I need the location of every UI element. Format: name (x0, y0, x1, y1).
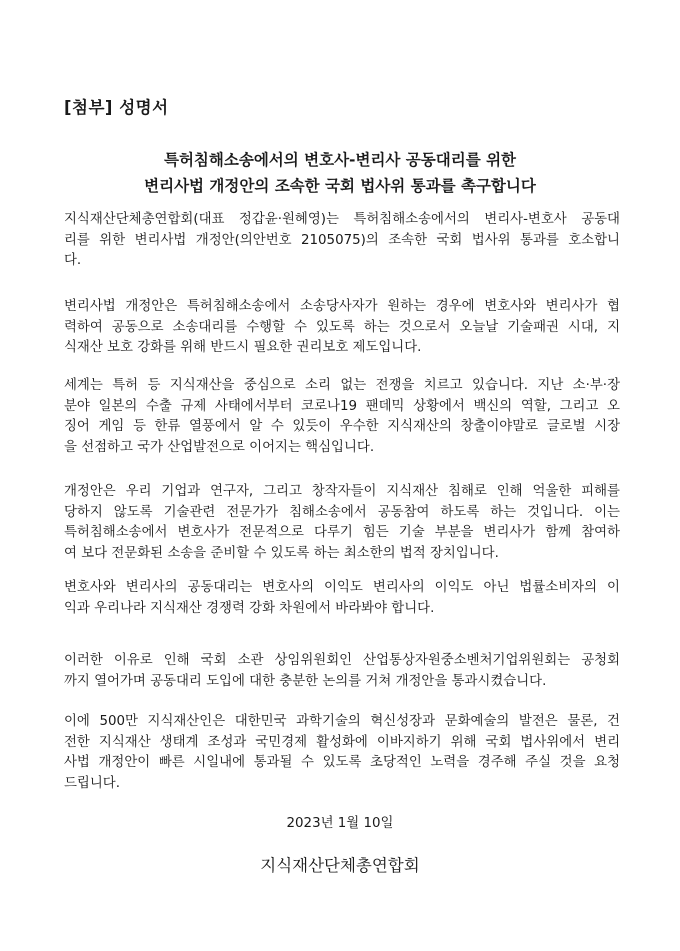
organization-signature: 지식재산단체총연합회 (260, 856, 420, 875)
paragraph-7 (64, 712, 620, 794)
paragraph-line: 변리사법 개정안은 특허침해소송에서 소송당사자가 원하는 경우에 변호사와 변리사가 협 (64, 299, 620, 314)
paragraph-line: 전한 지식재산 생태계 조성과 국민경제 활성화에 이바지하기 위해 국회 법사위에서 변리 (64, 734, 620, 750)
paragraph-line: 당하지 않도록 기술관련 전문가가 침해소송에서 공동참여 하도록 하는 것입니다. 이는 (64, 504, 620, 520)
title-line-2: 변리사법 개정안의 조속한 국회 법사위 통과를 촉구합니다 (144, 177, 536, 195)
paragraph-4 (64, 482, 620, 564)
paragraph-line: 리를 위한 변리사법 개정안(의안번호 2105075)의 조속한 국회 법사위 통과를 호소합니 (64, 232, 620, 248)
paragraph-line: 변호사와 변리사의 공동대리는 변호사의 이익도 변리사의 이익도 아닌 법률소비자의 이 (64, 580, 620, 595)
paragraph-line: 징어 게임 등 한류 열풍에서 알 수 있듯이 우수한 지식재산의 창출이야말로 글로벌 시장 (64, 419, 620, 435)
statement-date: 2023년 1월 10일 (286, 816, 394, 831)
paragraph-line: 이에 500만 지식재산인은 대한민국 과학기술의 혁신성장과 문화예술의 발전은 물론, 건 (64, 714, 620, 729)
paragraph-line: 을 선점하고 국가 산업발전으로 이어지는 핵심입니다. (64, 439, 375, 455)
paragraph-line: 여 보다 전문화된 소송을 준비할 수 있도록 하는 최소한의 법적 장치입니다. (64, 545, 499, 561)
paragraph-line: 드립니다. (64, 775, 120, 791)
paragraph-1 (64, 210, 620, 272)
paragraph-line: 이러한 이유로 인해 국회 소관 상임위원회인 산업통상자원중소벤처기업위원회는 공청회 (64, 653, 620, 668)
paragraph-line: 까지 열어가며 공동대리 도입에 대한 충분한 논의를 거쳐 개정안을 통과시켰습니다. (64, 673, 547, 689)
paragraph-line: 익과 우리나라 지식재산 경쟁력 강화 차원에서 바라봐야 합니다. (64, 600, 435, 616)
paragraph-line: 분야 일본의 수출 규제 사태에서부터 코로나19 팬데믹 상황에서 백신의 역할, 그리고 오 (64, 398, 620, 414)
paragraph-line: 력하여 공동으로 소송대리를 수행할 수 있도록 하는 것으로서 오늘날 기술패권 시대, 지 (64, 319, 620, 335)
paragraph-2 (64, 297, 620, 359)
paragraph-line: 다. (64, 253, 82, 269)
attachment-label: [첨부] 성명서 (64, 98, 169, 117)
paragraph-line: 식재산 보호 강화를 위해 반드시 필요한 권리보호 제도입니다. (64, 340, 422, 356)
paragraph-5 (64, 578, 620, 619)
paragraph-6 (64, 651, 620, 692)
paragraph-line: 개정안은 우리 기업과 연구자, 그리고 창작자들이 지식재산 침해로 인해 억울한 피해를 (64, 484, 620, 499)
paragraph-3 (64, 376, 620, 458)
title-line-1: 특허침해소송에서의 변호사-변리사 공동대리를 위한 (163, 151, 517, 169)
paragraph-line: 특허침해소송에서 변호사가 전문적으로 다루기 힘든 기술 부분을 변리사가 함께 참여하 (64, 525, 620, 541)
paragraph-line: 사법 개정안이 빠른 시일내에 통과될 수 있도록 초당적인 노력을 경주해 주실 것을 요청 (64, 755, 620, 771)
paragraph-line: 세계는 특허 등 지식재산을 중심으로 소리 없는 전쟁을 치르고 있습니다. 지난 소·부·장 (64, 378, 620, 393)
paragraph-line: 지식재산단체총연합회(대표 정갑윤·원혜영)는 특허침해소송에서의 변리사-변호사 공동대 (64, 212, 620, 227)
